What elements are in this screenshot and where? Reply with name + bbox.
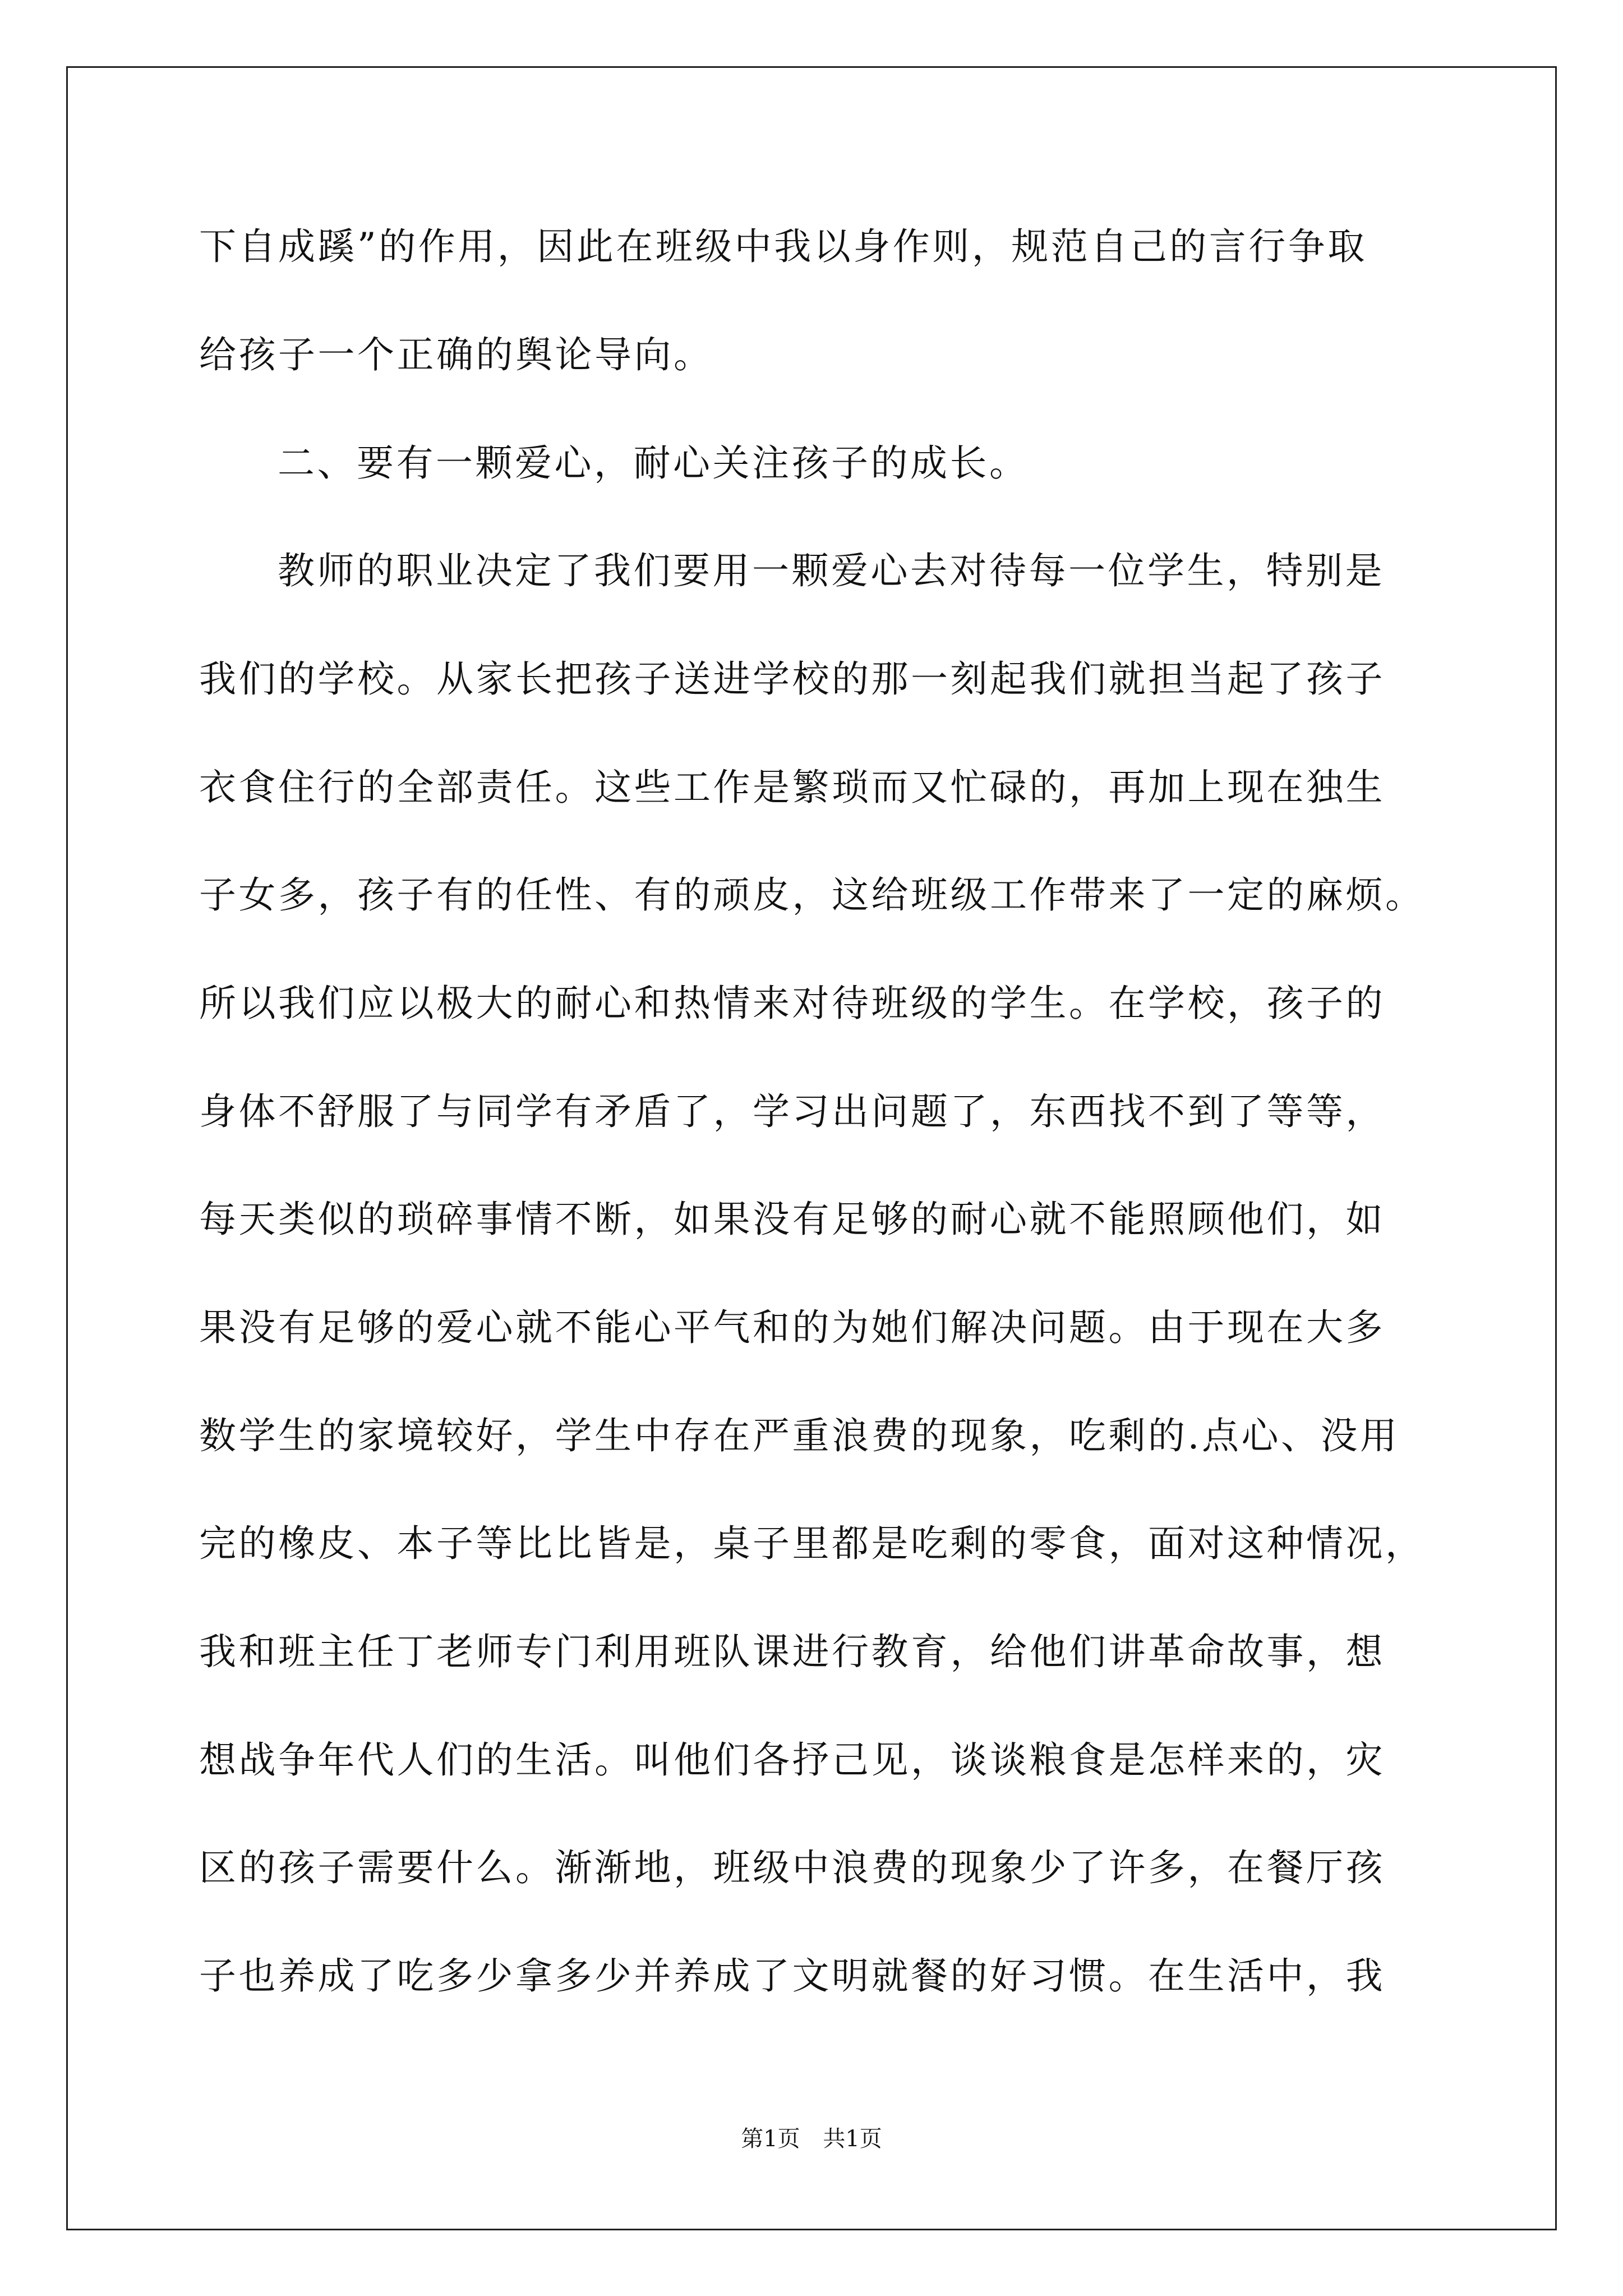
section-heading: 二、要有一颗爱心，耐心关注孩子的成长。 <box>278 441 1029 485</box>
paragraph-line: 身体不舒服了与同学有矛盾了，学习出问题了，东西找不到了等等， <box>199 1090 1385 1133</box>
paragraph-line: 想战争年代人们的生活。叫他们各抒己见，谈谈粮食是怎样来的，灾 <box>199 1738 1385 1782</box>
paragraph-line: 所以我们应以极大的耐心和热情来对待班级的学生。在学校，孩子的 <box>199 982 1385 1025</box>
paragraph-line: 教师的职业决定了我们要用一颗爱心去对待每一位学生，特别是 <box>278 549 1385 592</box>
paragraph-line: 每天类似的琐碎事情不断，如果没有足够的耐心就不能照顾他们，如 <box>199 1198 1385 1241</box>
paragraph-line: 果没有足够的爱心就不能心平气和的为她们解决问题。由于现在大多 <box>199 1306 1385 1349</box>
paragraph-line: 完的橡皮、本子等比比皆是，桌子里都是吃剩的零食，面对这种情况， <box>199 1522 1425 1565</box>
page-footer <box>0 2125 1623 2153</box>
page-number: 第1页 <box>741 2126 800 2152</box>
paragraph-line: 下自成蹊”的作用，因此在班级中我以身作则，规范自己的言行争取 <box>199 225 1367 268</box>
paragraph-line: 数学生的家境较好，学生中存在严重浪费的现象，吃剩的.点心、没用 <box>199 1414 1400 1457</box>
page-border <box>66 66 1557 2230</box>
paragraph-line: 我们的学校。从家长把孩子送进学校的那一刻起我们就担当起了孩子 <box>199 657 1385 701</box>
paragraph-line: 子也养成了吃多少拿多少并养成了文明就餐的好习惯。在生活中，我 <box>199 1954 1385 1998</box>
paragraph-line: 我和班主任丁老师专门利用班队课进行教育，给他们讲革命故事，想 <box>199 1630 1385 1673</box>
paragraph-line: 子女多，孩子有的任性、有的顽皮，这给班级工作带来了一定的麻烦。 <box>199 873 1425 917</box>
page-total: 共1页 <box>823 2126 882 2152</box>
paragraph-line: 区的孩子需要什么。渐渐地，班级中浪费的现象少了许多，在餐厅孩 <box>199 1846 1385 1889</box>
paragraph-line: 衣食住行的全部责任。这些工作是繁琐而又忙碌的，再加上现在独生 <box>199 766 1385 809</box>
paragraph-line: 给孩子一个正确的舆论导向。 <box>199 333 713 376</box>
